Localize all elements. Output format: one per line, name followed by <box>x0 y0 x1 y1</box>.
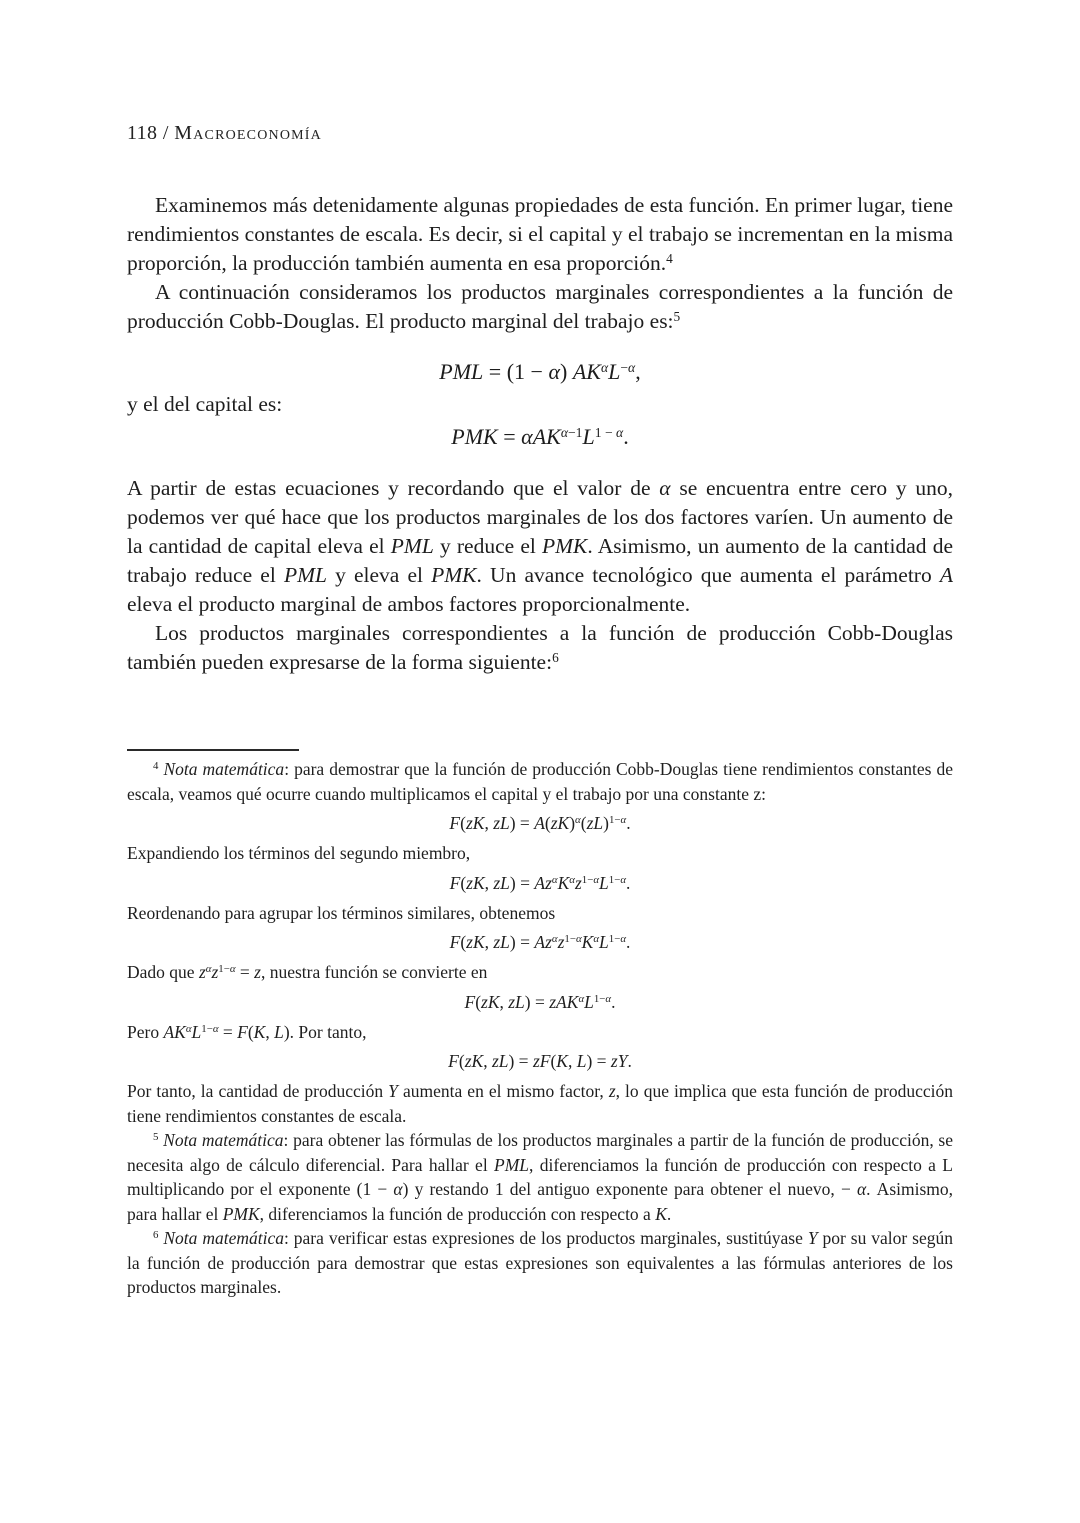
footnote-4-text-3: Reordenando para agrupar los términos similares, obtenemos <box>127 902 556 923</box>
equation-pmk: PMK = $\alpha AK^{\alpha-1}L^{1 - \alpha}$. <box>451 424 629 449</box>
page-number: 118 <box>127 122 158 144</box>
footnote-4-equation-5: F(zK, zL) = zF(K, L) = zY. <box>448 1051 632 1071</box>
footnote-4 <box>127 757 953 1128</box>
footnote-6: $^6$ Nota matemática: para verificar estas expresiones de los productos marginales, sustitúyase Y por su valor según la función de producción para demostrar que estas expresiones son equivalentes a las fórmulas anteriores de los productos marginales. <box>127 1228 953 1297</box>
paragraph-marginal-products-intro: A continuación consideramos los productos marginales correspondientes a la función de producción Cobb-Douglas. El producto marginal del trabajo es:$^5$ <box>127 280 953 333</box>
paragraph-alpha-analysis: A partir de estas ecuaciones y recordando que el valor de α se encuentra entre cero y uno, podemos ver qué hace que los productos marginales de los dos factores varíen. Un aumento de la cantidad de capital eleva el PML y reduce el PMK. Asimismo, un aumento de la cantidad de trabajo reduce el PML y eleva el PMK. Un avance tecnológico que aumenta el parámetro A eleva el producto marginal de ambos factores proporcionalmente. <box>127 476 953 616</box>
footnote-4-text-4: Dado que $z^\alpha z^{1-\alpha} = z$, nuestra función se convierte en <box>127 962 488 982</box>
footnote-4-intro: $^4$ Nota matemática: para demostrar que la función de producción Cobb-Douglas tiene rendimientos constantes de escala, veamos qué ocurre cuando multiplicamos el capital y el trabajo por una constante z: <box>127 759 954 804</box>
equation-pml: PML = (1 − α) $AK^\alpha L^{-\alpha}$, <box>439 359 641 384</box>
footnote-4-equation-1: F(zK, zL) = A(zK)$^\alpha$(zL)$^{1-\alpha}$. <box>449 813 631 833</box>
running-head-separator: / <box>157 122 175 144</box>
running-head <box>127 120 953 147</box>
footnote-4-equation-3: F(zK, $zL) = Az^\alpha z^{1-\alpha}K^\alpha L^{1-\alpha}$. <box>449 932 631 952</box>
paragraph-scale-returns: Examinemos más detenidamente algunas propiedades de esta función. En primer lugar, tiene rendimientos constantes de escala. Es decir, si el capital y el trabajo se incrementan en la misma proporción, la producción también aumenta en esa proporción.$^4$ <box>127 193 953 275</box>
footnote-4-text-2: Expandiendo los términos del segundo miembro, <box>127 843 471 863</box>
footnote-4-text-5: Pero $AK^\alpha L^{1-\alpha} = F(K$, L). Por tanto, <box>127 1021 367 1042</box>
footnote-5: $^5$ Nota matemática: para obtener las fórmulas de los productos marginales a partir de la función de producción, se necesita algo de cálculo diferencial. Para hallar el PML, diferenciamos la función de producción con respecto a L multiplicando por el exponente (1 − α) y restando 1 del antiguo exponente para obtener el nuevo, − α. Asimismo, para hallar el PMK, diferenciamos la función de producción con respecto a K. <box>127 1130 954 1224</box>
equation-capital-lead-in: y el del capital es: <box>127 392 283 416</box>
footnote-4-equation-2: F(zK, $zL) = Az^\alpha K^\alpha z^{1-\alpha}L^{1-\alpha}$. <box>449 872 631 893</box>
footnote-separator-rule <box>127 749 299 751</box>
paragraph-alternative-expressions: Los productos marginales correspondientes a la función de producción Cobb-Douglas también pueden expresarse de la forma siguiente:$^6$ <box>127 621 953 674</box>
footnote-4-outro: Por tanto, la cantidad de producción Y aumenta en el mismo factor, z, lo que implica que esta función de producción tiene rendimientos constantes de escala. <box>127 1081 953 1126</box>
footnote-4-equation-4: F(zK, $zL) = zAK^\alpha L^{1-\alpha}$. <box>464 991 616 1012</box>
book-title: Macroeconomía <box>174 122 322 144</box>
